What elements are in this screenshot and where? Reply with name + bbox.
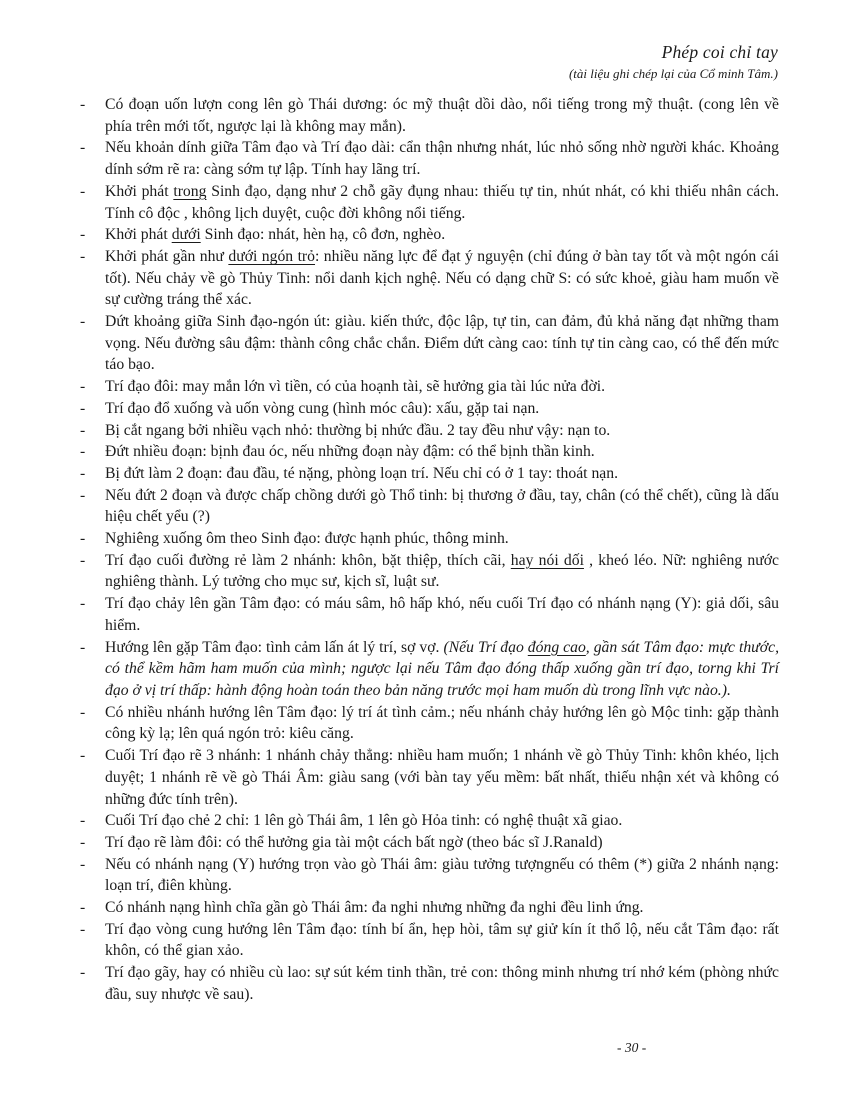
- bullet-dash: -: [80, 595, 86, 613]
- text-segment: , kheó léo. Nữ: nghiêng nước nghiêng thành. Lý tưởng cho mục sư, kịch sĩ, luật sư.: [105, 551, 779, 591]
- list-item: [78, 593, 779, 636]
- bullet-dash: -: [80, 486, 86, 504]
- text-segment: Cuối Trí đạo chẻ 2 chỉ: 1 lên gò Thái âm, 1 lên gò Hỏa tinh: có nghệ thuật xã giao.: [105, 812, 623, 830]
- item-text: [105, 964, 779, 1003]
- item-text: [105, 465, 618, 482]
- text-segment: Nếu khoản dính giữa Tâm đạo và Trí đạo dài: cẩn thận nhưng nhát, lúc nhỏ sống nhờ người khác. Khoảng dính sớm rẽ ra: càng sớm tự lập. Tính hay lãng trí.: [105, 139, 779, 179]
- text-segment: Nếu đứt 2 đoạn và được chấp chồng dưới gò Thổ tinh: bị thương ở đầu, tay, chân (có thể chết), cũng là dấu hiệu chết yểu (?): [105, 486, 779, 526]
- page-subtitle: (tài liệu ghi chép lại của Cổ minh Tâm.): [568, 66, 778, 81]
- item-text: [105, 834, 603, 851]
- text-segment: Có nhánh nạng hình chĩa gần gò Thái âm: đa nghi nhưng những đa nghi đều linh ứng.: [105, 899, 644, 917]
- list-item: [78, 637, 779, 702]
- item-text: [105, 400, 539, 417]
- bullet-dash: -: [80, 833, 86, 851]
- list-item: [78, 311, 779, 376]
- item-text: [105, 183, 779, 222]
- item-text: [105, 422, 610, 439]
- item-text: [105, 313, 779, 373]
- bullet-dash: -: [80, 421, 86, 439]
- list-item: [78, 398, 779, 420]
- text-segment: Đứt nhiều đoạn: bịnh đau óc, nếu những đoạn này đậm: có thể bịnh thần kinh.: [105, 443, 595, 461]
- text-segment: Dứt khoảng giữa Sinh đạo-ngón út: giàu. kiến thức, độc lập, tự tin, can đảm, đủ khả năng đạt những tham vọng. Nếu đường sâu đậm: thành công chắc chắn. Điểm dứt càng cao: tính tự tin càng cao, có thể đến mức táo bạo.: [105, 313, 779, 374]
- bullet-dash: -: [80, 226, 86, 244]
- text-segment: Trí đạo cuối đường rẻ làm 2 nhánh: khôn, bặt thiệp, thích cãi,: [105, 551, 511, 569]
- text-segment: đóng cao: [527, 638, 586, 656]
- list-item: [78, 702, 779, 745]
- item-text: [105, 139, 779, 178]
- list-item: [78, 224, 779, 246]
- item-text: [105, 378, 605, 395]
- text-segment: trong: [173, 182, 207, 200]
- text-segment: Khởi phát gần như: [105, 247, 229, 265]
- bullet-dash: -: [80, 855, 86, 873]
- page-title: Phép coi chỉ tay: [661, 42, 778, 62]
- item-text: [105, 747, 779, 807]
- list-item: [78, 485, 779, 528]
- text-segment: Cuối Trí đạo rẽ 3 nhánh: 1 nhánh chảy thẳng: nhiều ham muốn; 1 nhánh về gò Thủy Tinh: khôn khéo, lịch duyệt; 1 nhánh rẽ về gò Thái Âm: giàu sang (với bàn tay yếu mềm: bất nhất, thiếu nhận xét và không có những đức tính trên).: [105, 747, 779, 808]
- list-item: [78, 854, 779, 897]
- item-text: [105, 921, 779, 960]
- text-segment: Trí đạo vòng cung hướng lên Tâm đạo: tính bí ẩn, hẹp hòi, tâm sự giử kín ít thổ lộ, nếu cắt Tâm đạo: rất khôn, có thể gian xảo.: [105, 920, 779, 960]
- item-text: [105, 487, 779, 526]
- text-segment: hay nói dối: [510, 551, 584, 569]
- bullet-dash: -: [80, 399, 86, 417]
- text-segment: Nếu có nhánh nạng (Y) hướng trọn vào gò Thái âm: giàu tưởng tượngnếu có thêm (*) giữa 2 nhánh nạng: loạn trí, điên khùng.: [105, 855, 779, 895]
- item-text: [105, 530, 509, 547]
- list-item: [78, 463, 779, 485]
- list-item: [78, 745, 779, 810]
- bullet-dash: -: [80, 812, 86, 830]
- bullet-dash: -: [80, 378, 86, 396]
- text-segment: Trí đạo gãy, hay có nhiều cù lao: sự sút kém tinh thần, trẻ con: thông minh nhưng trí nhớ kém (phòng nhức đầu, suy nhược về sau).: [105, 964, 779, 1003]
- bullet-dash: -: [80, 551, 86, 569]
- text-segment: (Nếu Trí đạo: [443, 638, 528, 656]
- list-item: [78, 181, 779, 224]
- list-item: [78, 137, 779, 180]
- bullet-dash: -: [80, 247, 86, 265]
- text-segment: Bị đứt làm 2 đoạn: đau đầu, té nặng, phòng loạn trí. Nếu chỉ có ở 1 tay: thoát nạn.: [105, 464, 619, 482]
- bullet-dash: -: [80, 920, 86, 938]
- list-item: [78, 962, 779, 1005]
- bullet-dash: -: [80, 464, 86, 482]
- page-header: [569, 42, 778, 82]
- text-segment: Trí đạo rẽ làm đôi: có thể hưởng gia tài một cách bất ngờ (theo bác sĩ J.Ranald): [105, 833, 603, 851]
- list-item: [78, 246, 779, 311]
- list-item: [78, 420, 779, 442]
- bullet-dash: -: [80, 443, 86, 461]
- text-segment: dưới ngón trỏ: [228, 247, 316, 265]
- text-segment: Trí đạo đổ xuống và uốn vòng cung (hình móc câu): xấu, gặp tai nạn.: [105, 399, 540, 417]
- item-text: [105, 443, 595, 460]
- list-item: [78, 832, 779, 854]
- text-segment: Khởi phát: [105, 226, 172, 244]
- text-segment: Khởi phát: [105, 182, 174, 200]
- bullet-dash: -: [80, 313, 86, 331]
- item-text: [105, 552, 779, 591]
- text-segment: : nhiều năng lực để đạt ý nguyện (chỉ đúng ở bàn tay tốt và một ngón cái tốt). Nếu chảy về gò Thủy Tinh: nổi danh kịch nghệ. Nếu có dạng chữ S: có sức khoẻ, giàu ham muốn về sự cường tráng thể xác.: [105, 247, 779, 309]
- list-item: [78, 376, 779, 398]
- item-text: [105, 812, 622, 829]
- bullet-dash: -: [80, 703, 86, 721]
- bullet-dash: -: [80, 964, 86, 982]
- bullet-dash: -: [80, 530, 86, 548]
- bullet-dash: -: [80, 899, 86, 917]
- text-segment: Sinh đạo, dạng như 2 chỗ gãy đụng nhau: thiếu tự tin, nhút nhát, có khi thiếu nhân cách. Tính cô độc , không lịch duyệt, cuộc đời không nổi tiếng.: [105, 182, 779, 222]
- list-item: [78, 441, 779, 463]
- item-text: [105, 856, 779, 895]
- item-text: [105, 595, 779, 634]
- text-segment: dưới: [171, 226, 201, 244]
- text-segment: Trí đạo chảy lên gần Tâm đạo: có máu sâm, hô hấp khó, nếu cuối Trí đạo có nhánh nạng (Y): giả dối, sâu hiểm.: [105, 595, 779, 634]
- text-segment: Trí đạo đôi: may mắn lớn vì tiền, có của hoạnh tài, sẽ hưởng gia tài lúc nửa đời.: [105, 378, 606, 396]
- bullet-dash: -: [80, 182, 86, 200]
- bullet-dash: -: [80, 747, 86, 765]
- item-text: [105, 704, 779, 743]
- bullet-dash: -: [80, 638, 86, 656]
- list-item: [78, 919, 779, 962]
- bullet-dash: -: [80, 139, 86, 157]
- list-item: [78, 550, 779, 593]
- text-segment: Có nhiều nhánh hướng lên Tâm đạo: lý trí át tình cảm.; nếu nhánh chảy hướng lên gò Mộc tinh: gặp thành công kỳ lạ; lên quá ngón trỏ: kiêu căng.: [105, 703, 779, 743]
- list-item: [78, 528, 779, 550]
- item-text: [105, 226, 445, 243]
- text-segment: Bị cắt ngang bởi nhiều vạch nhỏ: thường bị nhức đầu. 2 tay đều như vậy: nạn to.: [105, 421, 611, 439]
- text-segment: Nghiêng xuống ôm theo Sinh đạo: được hạnh phúc, thông minh.: [105, 530, 509, 548]
- page-number: - 30 -: [617, 1040, 647, 1055]
- list-item: [78, 897, 779, 919]
- text-segment: Có đoạn uốn lượn cong lên gò Thái dương: óc mỹ thuật dồi dào, nổi tiếng trong mỹ thuật. (cong lên về phía trên mới tốt, ngược lại là không may mắn).: [105, 96, 779, 135]
- item-text: [105, 96, 779, 135]
- item-text: [105, 899, 643, 916]
- item-text: [105, 639, 779, 699]
- text-segment: , gần sát Tâm đạo: mực thước, có thể kềm hãm ham muốn của mình; ngược lại nếu Tâm đạo đóng thấp xuống gần trí đạo, torng khi Trí đạo ở vị trí thấp: hành động hoàn toán theo bản năng trước mọi ham muốn dù trong lĩnh vực nào.).: [105, 638, 779, 699]
- item-text: [105, 248, 779, 308]
- text-segment: Sinh đạo: nhát, hèn hạ, cô đơn, nghèo.: [200, 226, 446, 244]
- list-item: [78, 810, 779, 832]
- bullet-dash: -: [80, 96, 86, 113]
- list-item: [78, 94, 779, 137]
- text-segment: Hướng lên gặp Tâm đạo: tình cảm lấn át lý trí, sợ vợ.: [105, 638, 444, 656]
- item-list: [78, 94, 779, 1006]
